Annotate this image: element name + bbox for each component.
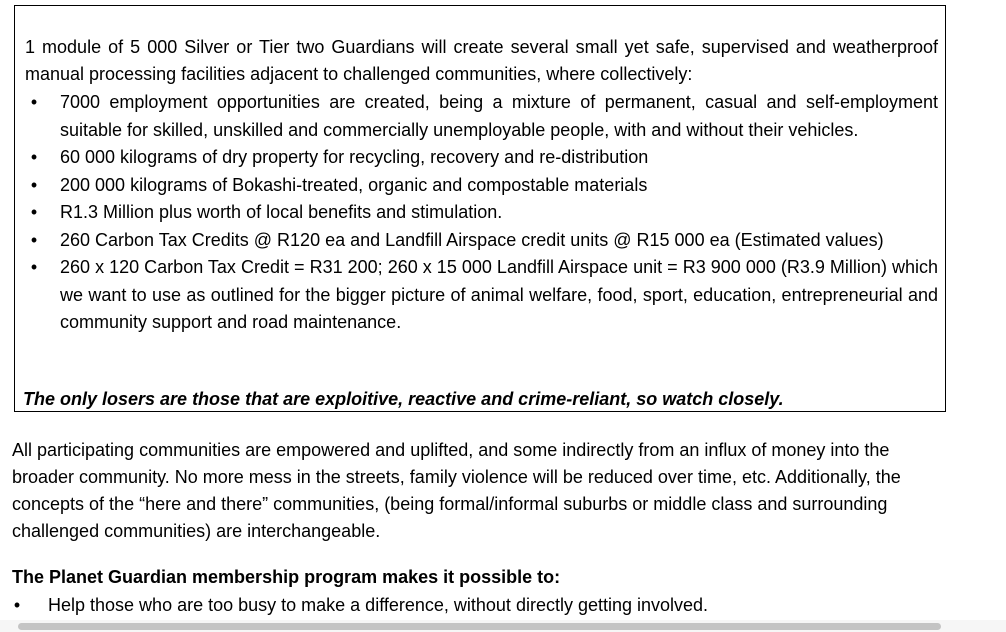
box-intro-text: 1 module of 5 000 Silver or Tier two Guardians will create several small yet safe, supervised and weatherproof manual processing facilities adjacent to challenged communities, where collectively:	[25, 37, 938, 84]
section-heading: The Planet Guardian membership program makes it possible to:	[12, 567, 561, 587]
horizontal-scrollbar[interactable]	[0, 620, 1006, 632]
program-benefits-list	[0, 592, 990, 619]
bullet-icon: •	[30, 257, 38, 277]
list-item	[15, 89, 938, 144]
list-item	[15, 227, 938, 255]
list-item-text: 7000 employment opportunities are created, being a mixture of permanent, casual and self-employment suitable for skilled, unskilled and commercially unemployable people, with and without their vehicles.	[60, 92, 938, 140]
list-item	[15, 199, 938, 227]
list-item-text: 60 000 kilograms of dry property for recycling, recovery and re-distribution	[60, 147, 649, 167]
bullet-icon: •	[30, 229, 38, 250]
scrollbar-thumb[interactable]	[18, 623, 941, 630]
list-item-text: 260 Carbon Tax Credits @ R120 ea and Landfill Airspace credit units @ R15 000 ea (Estimated values)	[60, 229, 884, 250]
bullet-icon: •	[13, 595, 21, 615]
list-item	[0, 592, 990, 619]
list-item	[15, 144, 938, 172]
list-item-text: Help those who are too busy to make a difference, without directly getting involved.	[48, 595, 709, 615]
bullet-icon: •	[30, 174, 38, 195]
body-paragraph: All participating communities are empowered and uplifted, and some indirectly from an influx of money into the broader community. No more mess in the streets, family violence will be reduced over time, etc. Additionally, the concepts of the “here and there” communities, (being formal/informal suburbs or middle class and surrounding challenged communities) are interchangeable.	[12, 440, 901, 541]
box-closing-statement: The only losers are those that are exploitive, reactive and crime-reliant, so watch closely.	[23, 389, 784, 409]
list-item-text: 260 x 120 Carbon Tax Credit = R31 200; 260 x 15 000 Landfill Airspace unit = R3 900 000 (R3.9 Million) which we want to use as outlined for the bigger picture of animal welfare, food, sport, education, entrepreneurial and community support and road maintenance.	[60, 257, 938, 332]
bullet-icon: •	[30, 92, 38, 112]
list-item	[15, 254, 938, 337]
list-item-text: 200 000 kilograms of Bokashi-treated, organic and compostable materials	[60, 174, 648, 195]
bullet-icon: •	[30, 202, 38, 222]
list-item-text: R1.3 Million plus worth of local benefits and stimulation.	[60, 202, 503, 222]
bullet-icon: •	[30, 147, 38, 167]
highlighted-box	[14, 5, 946, 412]
box-bullet-list	[15, 89, 938, 337]
list-item	[15, 172, 938, 200]
